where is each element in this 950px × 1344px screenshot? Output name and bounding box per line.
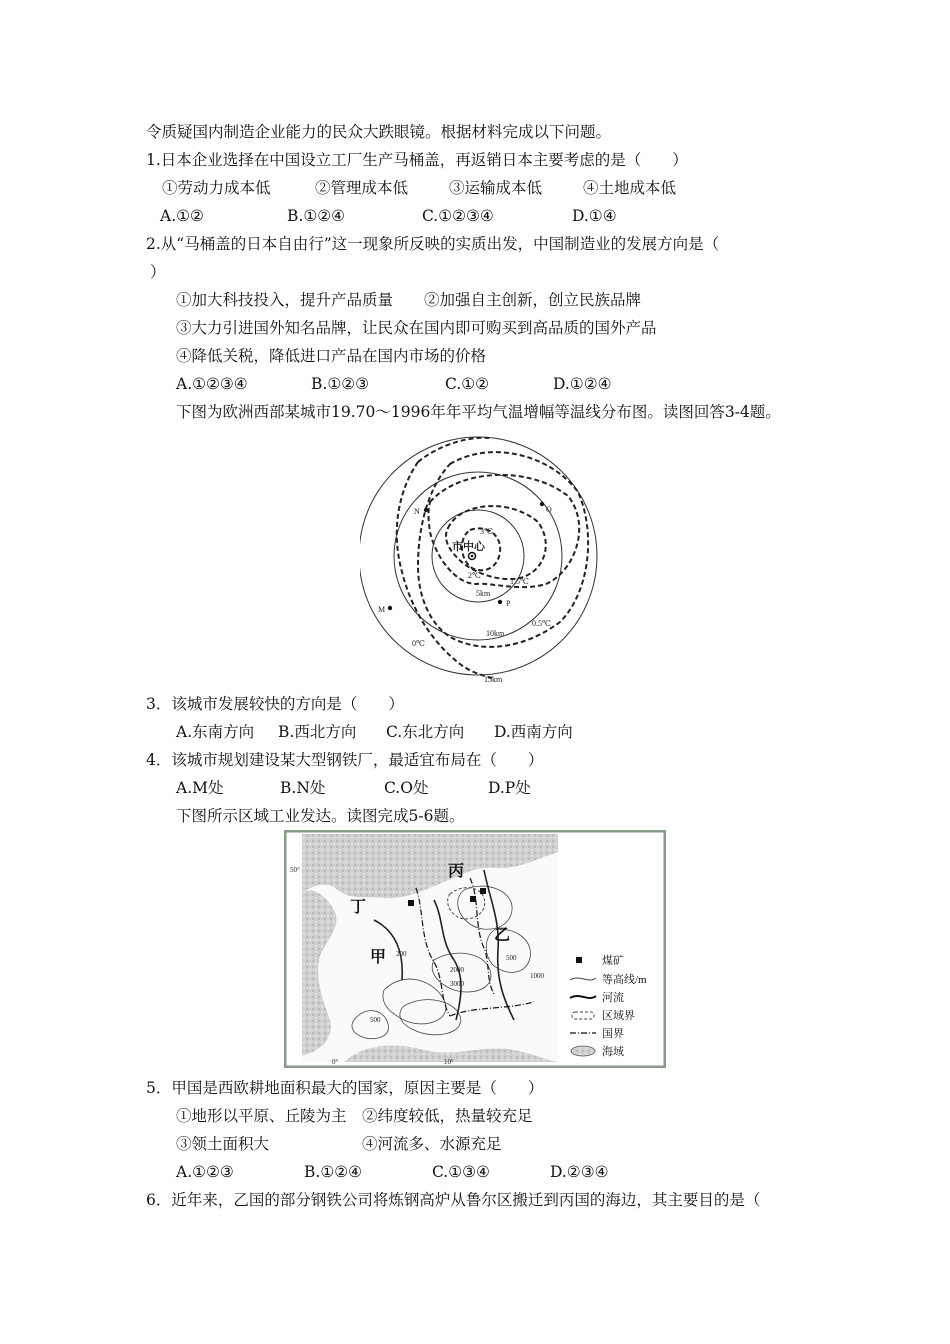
q3-option: C.东北方向 bbox=[386, 723, 465, 741]
legend-region: 区域界 bbox=[602, 1010, 635, 1022]
question-6: 6．近年来，乙国的部分钢铁公司将炼钢高炉从鲁尔区搬迁到丙国的海边，其主要目的是（ bbox=[146, 1191, 761, 1209]
q3-option: A.东南方向 bbox=[176, 723, 255, 741]
coal-mine bbox=[408, 900, 414, 906]
q2-item: ③大力引进国外知名品牌，让民众在国内即可购买到高品质的国外产品 bbox=[176, 319, 657, 337]
label-1-5c: 1.5℃ bbox=[510, 577, 529, 586]
label-2c: 2℃ bbox=[468, 571, 481, 580]
q1-option: A.①② bbox=[160, 207, 204, 225]
country-ding: 丁 bbox=[350, 899, 367, 916]
q1-item: ②管理成本低 bbox=[315, 179, 409, 197]
q2-item: ④降低关税，降低进口产品在国内市场的价格 bbox=[176, 347, 487, 365]
q1-option: C.①②③④ bbox=[422, 207, 494, 225]
contour-label: 1000 bbox=[530, 972, 544, 980]
question-1: 1.日本企业选择在中国设立工厂生产马桶盖，再返销日本主要考虑的是（ ） bbox=[146, 151, 688, 169]
isotherm-0-5 bbox=[418, 452, 588, 647]
contour-label: 500 bbox=[506, 954, 517, 962]
intro-q5-6: 下图所示区域工业发达。读图完成5-6题。 bbox=[176, 807, 465, 825]
label-0c: 0℃ bbox=[412, 639, 425, 648]
q1-item: ①劳动力成本低 bbox=[162, 179, 271, 197]
q2-options bbox=[176, 374, 612, 394]
q1-item: ④土地成本低 bbox=[583, 179, 677, 197]
q5-options bbox=[176, 1162, 609, 1182]
country-jia: 甲 bbox=[370, 949, 387, 966]
q4-option: D.P处 bbox=[488, 779, 531, 797]
point-m bbox=[388, 606, 392, 610]
q5-option: C.①③④ bbox=[432, 1163, 490, 1181]
legend-contour: 等高线/m bbox=[602, 974, 647, 986]
q1-options bbox=[160, 206, 617, 226]
country-yi: 乙 bbox=[494, 927, 511, 944]
legend-river: 河流 bbox=[602, 992, 624, 1004]
city-center-label: 市中心 bbox=[452, 541, 485, 553]
region-map-figure bbox=[284, 830, 666, 1068]
q4-option: B.N处 bbox=[280, 779, 326, 797]
q5-item: ①地形以平原、丘陵为主 ②纬度较低，热量较充足 bbox=[176, 1107, 533, 1125]
label-5km: 5km bbox=[476, 589, 491, 598]
latitude-label: 50° bbox=[290, 866, 300, 874]
question-3: 3．该城市发展较快的方向是（ ） bbox=[146, 695, 404, 713]
question-4: 4．该城市规划建设某大型钢铁厂，最适宜布局在（ ） bbox=[146, 751, 544, 769]
q1-item: ③运输成本低 bbox=[449, 179, 543, 197]
legend-border: 国界 bbox=[602, 1028, 624, 1040]
intro-line: 令质疑国内制造企业能力的民众大跌眼镜。根据材料完成以下问题。 bbox=[146, 123, 612, 141]
label-p: P bbox=[506, 599, 511, 608]
longitude-label: 0° bbox=[332, 1058, 339, 1066]
q2-option: A.①②③④ bbox=[176, 375, 248, 393]
contour-label: 2000 bbox=[450, 966, 464, 974]
q2-option: C.①② bbox=[445, 375, 490, 393]
isotherm-0-top bbox=[418, 438, 490, 462]
contour-label: 200 bbox=[396, 950, 407, 958]
q4-option: A.M处 bbox=[176, 779, 224, 797]
coal-mine bbox=[480, 888, 486, 894]
ring-15km bbox=[360, 437, 597, 675]
question-2: 2.从“马桶盖的日本自由行”这一现象所反映的实质出发，中国制造业的发展方向是（ bbox=[146, 235, 720, 253]
point-o bbox=[540, 502, 544, 506]
label-0-5c: 0.5℃ bbox=[532, 619, 551, 628]
q5-option: B.①②④ bbox=[304, 1163, 363, 1181]
label-3c: 3℃ bbox=[480, 527, 493, 536]
q1-option: B.①②④ bbox=[287, 207, 346, 225]
q5-option: A.①②③ bbox=[176, 1163, 234, 1181]
q1-items bbox=[162, 178, 676, 198]
country-bing: 丙 bbox=[448, 863, 465, 880]
q3-options bbox=[176, 722, 573, 742]
q3-option: D.西南方向 bbox=[494, 723, 573, 741]
question-5: 5．甲国是西欧耕地面积最大的国家，原因主要是（ ） bbox=[146, 1079, 544, 1097]
point-p bbox=[498, 600, 502, 604]
q4-option: C.O处 bbox=[384, 779, 429, 797]
legend-sea: 海域 bbox=[602, 1046, 624, 1058]
contour-label: 3000 bbox=[450, 980, 464, 988]
question-2-cont: ） bbox=[150, 263, 166, 281]
legend-coal: 煤矿 bbox=[602, 955, 624, 967]
contour-label: 500 bbox=[370, 1016, 381, 1024]
label-10km: 10km bbox=[486, 629, 505, 638]
label-15km: 15km bbox=[484, 675, 503, 684]
coal-mine bbox=[470, 896, 476, 902]
q2-option: D.①②④ bbox=[553, 375, 612, 393]
q1-option: D.①④ bbox=[572, 207, 617, 225]
q2-item: ①加大科技投入，提升产品质量 ②加强自主创新，创立民族品牌 bbox=[176, 291, 642, 309]
q3-option: B.西北方向 bbox=[278, 723, 357, 741]
q5-item: ③领土面积大 ④河流多、水源充足 bbox=[176, 1135, 502, 1153]
label-m: M bbox=[378, 605, 386, 614]
intro-q3-4: 下图为欧洲西部某城市19.70～1996年年平均气温增幅等温线分布图。读图回答3-4题。 bbox=[176, 403, 781, 421]
longitude-label: 10° bbox=[444, 1058, 454, 1066]
isotherm-figure bbox=[360, 432, 602, 686]
point-n bbox=[424, 508, 428, 512]
isotherm-1-5 bbox=[429, 475, 580, 587]
q4-options bbox=[176, 778, 531, 798]
label-o: O bbox=[546, 505, 552, 514]
label-n: N bbox=[414, 507, 420, 516]
q2-option: B.①②③ bbox=[311, 375, 370, 393]
q5-option: D.②③④ bbox=[550, 1163, 609, 1181]
